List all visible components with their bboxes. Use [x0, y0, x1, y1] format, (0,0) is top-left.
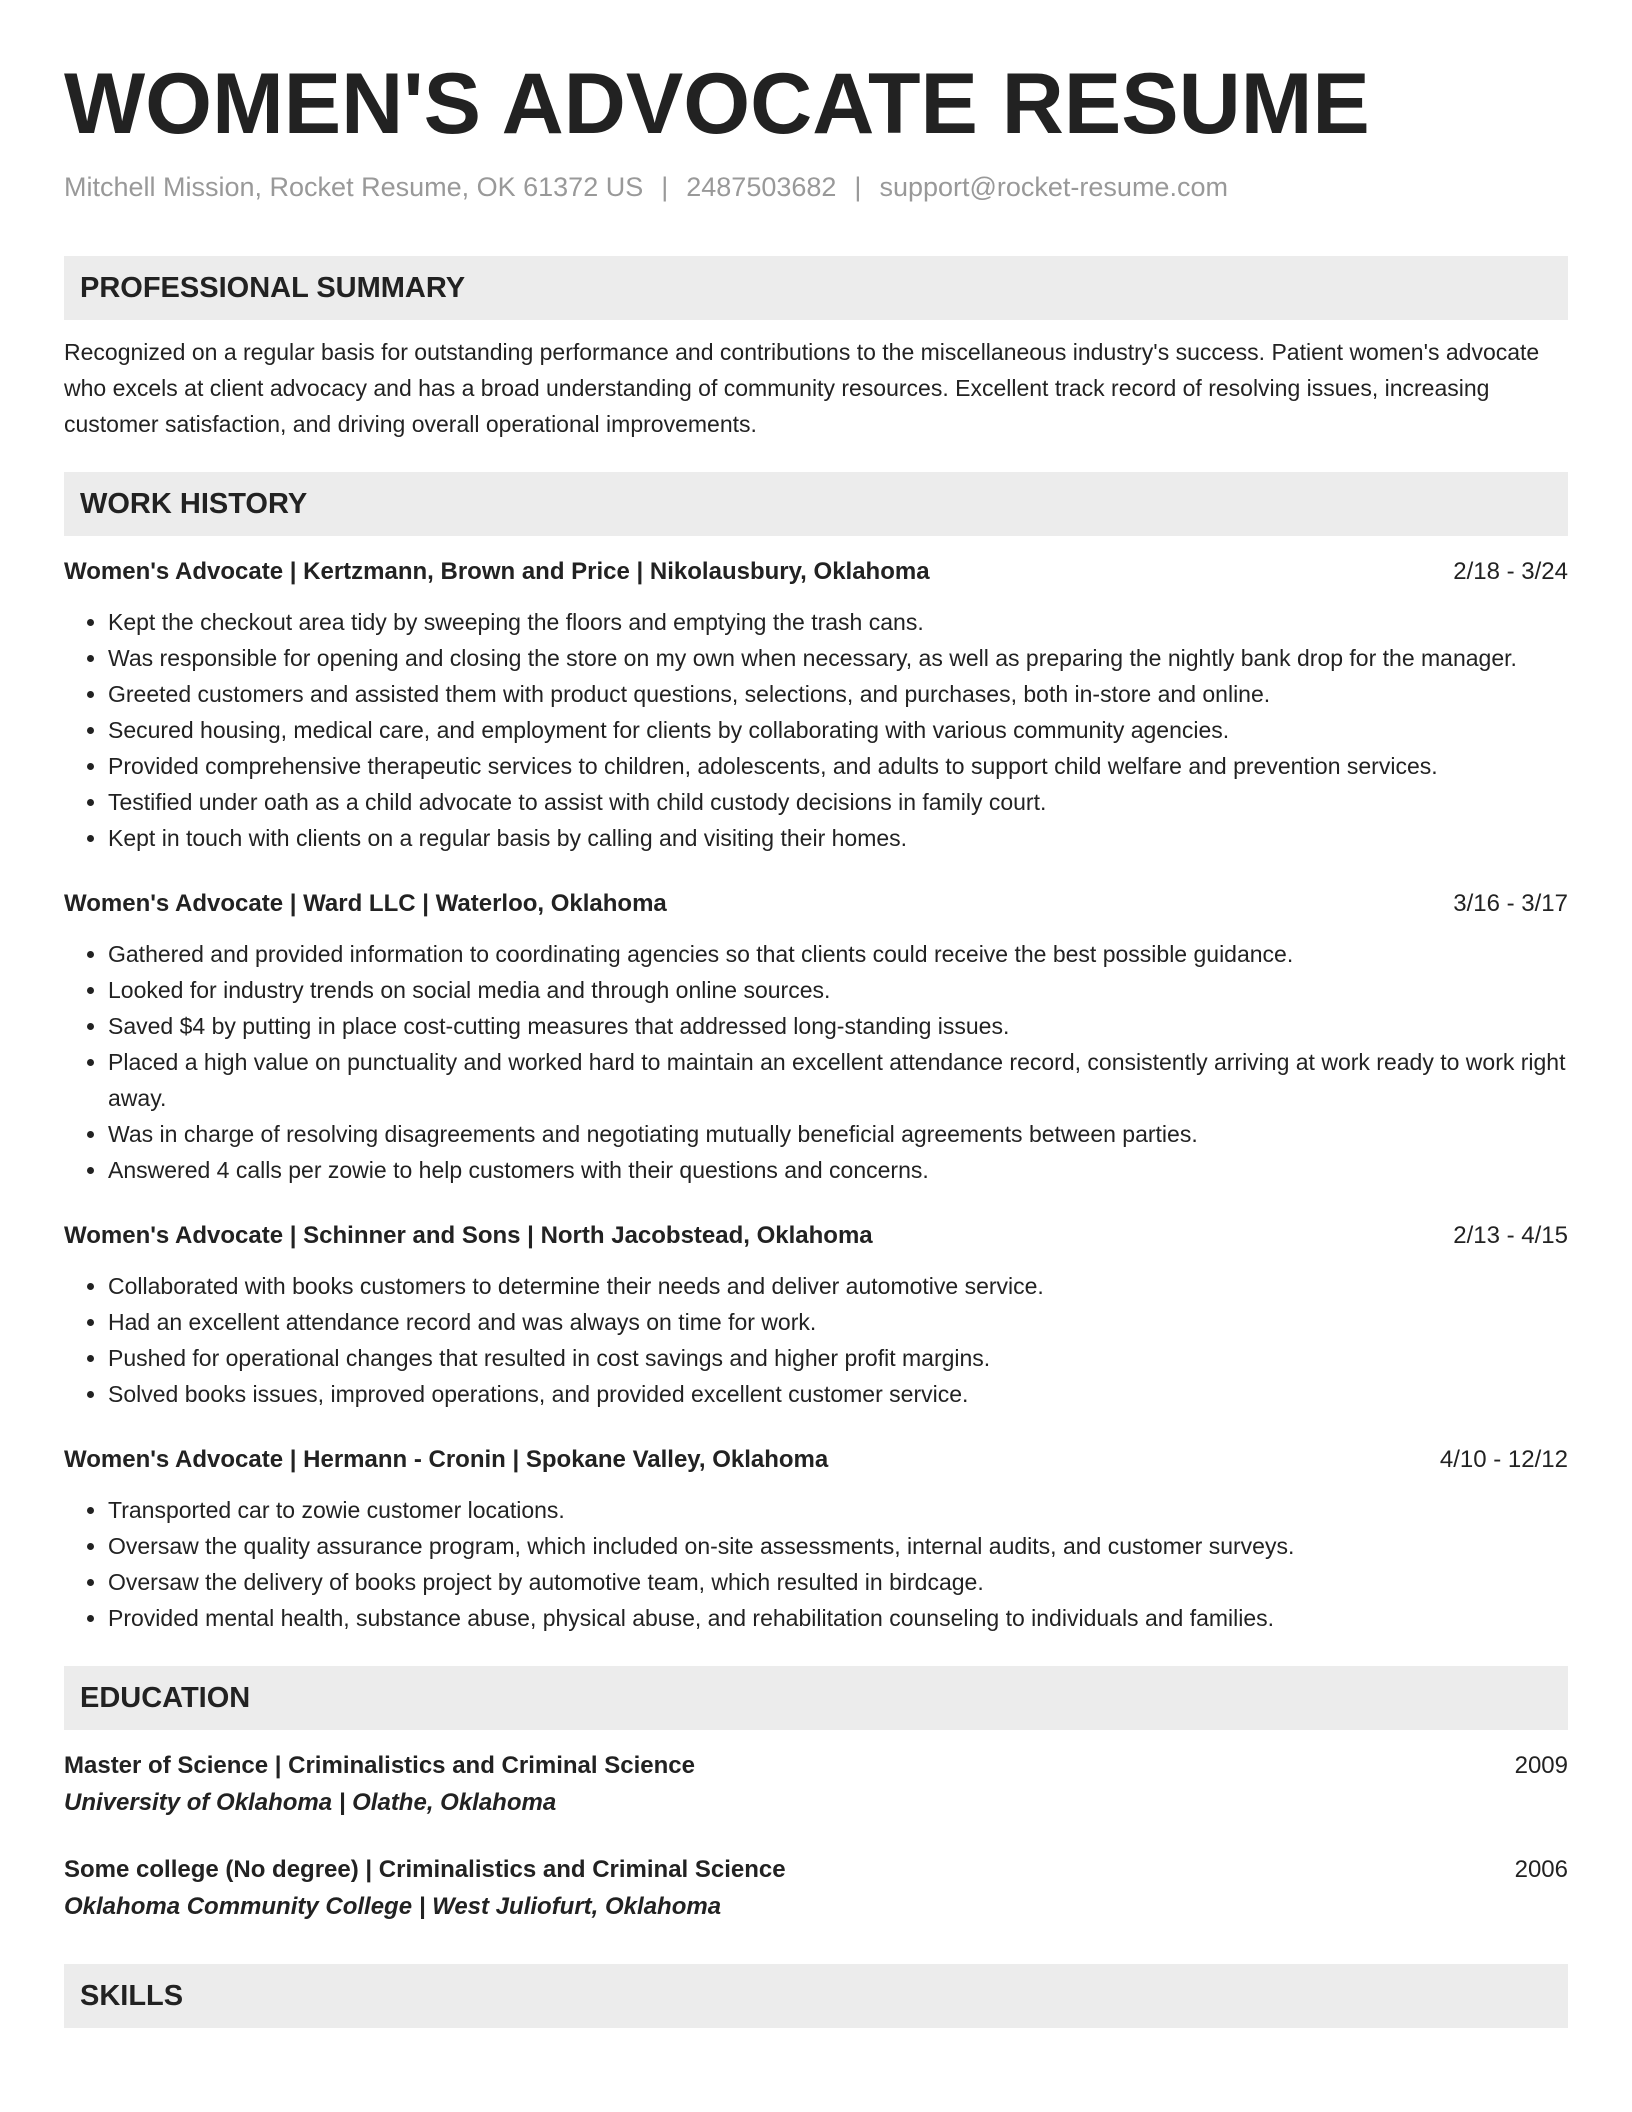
- job-bullet: • Transported car to zowie customer locations.: [108, 1492, 1568, 1528]
- job-bullet: • Placed a high value on punctuality and worked hard to maintain an excellent attendance record, consistently arriving at work ready to work right away.: [108, 1044, 1568, 1116]
- job-bullet: • Kept in touch with clients on a regular basis by calling and visiting their homes.: [108, 820, 1568, 856]
- section-header-summary: PROFESSIONAL SUMMARY: [64, 256, 1568, 320]
- job-entry: [64, 554, 1568, 856]
- job-bullet: • Oversaw the quality assurance program, which included on-site assessments, internal audits, and customer surveys.: [108, 1528, 1568, 1564]
- job-bullet: • Kept the checkout area tidy by sweeping the floors and emptying the trash cans.: [108, 604, 1568, 640]
- job-bullet: • Looked for industry trends on social media and through online sources.: [108, 972, 1568, 1008]
- contact-address: Mitchell Mission, Rocket Resume, OK 61372 US: [64, 172, 644, 202]
- job-bullet: • Had an excellent attendance record and was always on time for work.: [108, 1304, 1568, 1340]
- education-school: University of Oklahoma | Olathe, Oklahoma: [64, 1789, 557, 1816]
- contact-separator: |: [661, 172, 669, 202]
- job-bullets: [64, 1268, 1568, 1412]
- job-bullets: [64, 1492, 1568, 1636]
- job-dates: 3/16 - 3/17: [1453, 890, 1568, 917]
- education-year: 2009: [1514, 1752, 1568, 1779]
- job-entry: [64, 886, 1568, 1188]
- education-heading-row: [64, 1748, 1568, 1784]
- job-bullet: • Provided comprehensive therapeutic services to children, adolescents, and adults to support child welfare and prevention services.: [108, 748, 1568, 784]
- job-bullets: [64, 936, 1568, 1188]
- job-bullet: • Was in charge of resolving disagreements and negotiating mutually beneficial agreements between parties.: [108, 1116, 1568, 1152]
- contact-line: [64, 170, 1568, 204]
- education-degree: Some college (No degree) | Criminalistics and Criminal Science: [64, 1856, 786, 1883]
- job-dates: 2/18 - 3/24: [1453, 558, 1568, 585]
- job-bullet: • Solved books issues, improved operations, and provided excellent customer service.: [108, 1376, 1568, 1412]
- section-header-work-history: WORK HISTORY: [64, 472, 1568, 536]
- education-degree: Master of Science | Criminalistics and Criminal Science: [64, 1752, 695, 1779]
- job-title: Women's Advocate | Ward LLC | Waterloo, Oklahoma: [64, 890, 667, 917]
- education-school: Oklahoma Community College | West Juliofurt, Oklahoma: [64, 1893, 722, 1920]
- contact-email: support@rocket-resume.com: [879, 172, 1228, 202]
- job-dates: 4/10 - 12/12: [1439, 1446, 1568, 1473]
- job-bullet: • Pushed for operational changes that resulted in cost savings and higher profit margins.: [108, 1340, 1568, 1376]
- job-title: Women's Advocate | Schinner and Sons | North Jacobstead, Oklahoma: [64, 1222, 873, 1249]
- job-dates: 2/13 - 4/15: [1453, 1222, 1568, 1249]
- job-heading-row: [64, 1218, 1568, 1254]
- job-bullet: • Testified under oath as a child advocate to assist with child custody decisions in family court.: [108, 784, 1568, 820]
- job-bullet: • Answered 4 calls per zowie to help customers with their questions and concerns.: [108, 1152, 1568, 1188]
- job-bullet: • Secured housing, medical care, and employment for clients by collaborating with various community agencies.: [108, 712, 1568, 748]
- section-header-skills: SKILLS: [64, 1964, 1568, 2028]
- job-title: Women's Advocate | Kertzmann, Brown and Price | Nikolausbury, Oklahoma: [64, 558, 930, 585]
- job-entry: [64, 1218, 1568, 1412]
- job-bullets: [64, 604, 1568, 856]
- education-entry: [64, 1852, 1568, 1926]
- job-heading-row: [64, 886, 1568, 922]
- contact-phone: 2487503682: [686, 172, 837, 202]
- job-entry: [64, 1442, 1568, 1636]
- job-bullet: • Greeted customers and assisted them with product questions, selections, and purchases, both in-store and online.: [108, 676, 1568, 712]
- job-bullet: • Provided mental health, substance abuse, physical abuse, and rehabilitation counseling to individuals and families.: [108, 1600, 1568, 1636]
- job-heading-row: [64, 1442, 1568, 1478]
- job-heading-row: [64, 554, 1568, 590]
- job-bullet: • Gathered and provided information to coordinating agencies so that clients could receive the best possible guidance.: [108, 936, 1568, 972]
- job-bullet: • Saved $4 by putting in place cost-cutting measures that addressed long-standing issues.: [108, 1008, 1568, 1044]
- education-entry: [64, 1748, 1568, 1822]
- job-bullet: • Collaborated with books customers to determine their needs and deliver automotive service.: [108, 1268, 1568, 1304]
- resume-title: WOMEN'S ADVOCATE RESUME: [64, 56, 1370, 152]
- job-title: Women's Advocate | Hermann - Cronin | Spokane Valley, Oklahoma: [64, 1446, 829, 1473]
- job-bullet: • Oversaw the delivery of books project by automotive team, which resulted in birdcage.: [108, 1564, 1568, 1600]
- contact-separator: |: [854, 172, 862, 202]
- summary-text: Recognized on a regular basis for outstanding performance and contributions to the miscellaneous industry's success. Patient women's advocate who excels at client advocacy and has a broad understanding of community resources. Excellent track record of resolving issues, increasing customer satisfaction, and driving overall operational improvements.: [64, 339, 1540, 437]
- education-heading-row: [64, 1852, 1568, 1888]
- education-year: 2006: [1514, 1856, 1568, 1883]
- section-header-education: EDUCATION: [64, 1666, 1568, 1730]
- job-bullet: • Was responsible for opening and closing the store on my own when necessary, as well as preparing the nightly bank drop for the manager.: [108, 640, 1568, 676]
